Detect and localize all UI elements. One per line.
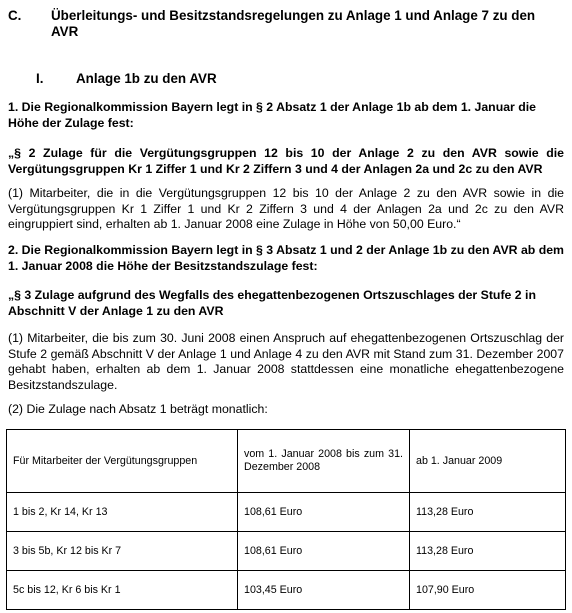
table-row: [7, 571, 566, 610]
paragraph-5: „§ 3 Zulage aufgrund des Wegfalls des ehegattenbezogenen Ortszuschlages der Stufe 2 in Abschnitt V der Anlage 1 zu den AVR: [8, 288, 536, 318]
table-header-cell: ab 1. Januar 2009: [410, 430, 566, 493]
table-cell: 113,28 Euro: [410, 493, 566, 532]
allowance-table: [6, 429, 566, 610]
table-header-row: [7, 430, 566, 493]
section-title: Überleitungs- und Besitzstandsregelungen zu Anlage 1 und Anlage 7 zu den AVR: [51, 8, 536, 39]
table-cell: 5c bis 12, Kr 6 bis Kr 1: [7, 571, 238, 610]
table-cell: 107,90 Euro: [410, 571, 566, 610]
paragraph-7: (2) Die Zulage nach Absatz 1 beträgt monatlich:: [8, 402, 268, 416]
table-cell: 3 bis 5b, Kr 12 bis Kr 7: [7, 532, 238, 571]
table-header-cell: Für Mitarbeiter der Vergütungsgruppen: [7, 430, 238, 493]
paragraph-6: (1) Mitarbeiter, die bis zum 30. Juni 2008 einen Anspruch auf ehegattenbezogenen Ortszuschlag der Stufe 2 gemäß Abschnitt V der Anlage 1 und Anlage 4 zu den AVR mit Stand zum 31. Dezember 2007 gehabt haben, erhalten ab dem 1. Januar 2008 stattdessen eine monatliche ehegattenbezogene Besitzstandszulage.: [8, 331, 564, 392]
subsection-title: Anlage 1b zu den AVR: [76, 71, 217, 86]
section-letter: C.: [8, 8, 22, 23]
paragraph-4: 2. Die Regionalkommission Bayern legt in § 3 Absatz 1 und 2 der Anlage 1b zu den AVR ab dem 1. Januar 2008 die Höhe der Besitzstandszulage fest:: [8, 243, 564, 273]
table-header-cell: vom 1. Januar 2008 bis zum 31. Dezember 2008: [238, 430, 410, 493]
table-row: [7, 532, 566, 571]
table-cell: 108,61 Euro: [238, 532, 410, 571]
table-row: [7, 493, 566, 532]
subsection-number: I.: [36, 71, 44, 86]
table-cell: 108,61 Euro: [238, 493, 410, 532]
paragraph-3: (1) Mitarbeiter, die in die Vergütungsgruppen 12 bis 10 der Anlage 2 zu den AVR sowie in die Vergütungsgruppen Kr 1 Ziffer 1 und Kr 2 Ziffern 3 und 4 der Anlagen 2a und 2c zu den AVR eingruppiert sind, erhalten ab 1. Januar 2008 eine Zulage in Höhe von 50,00 Euro.“: [8, 186, 564, 231]
paragraph-1: 1. Die Regionalkommission Bayern legt in § 2 Absatz 1 der Anlage 1b ab dem 1. Januar die Höhe der Zulage fest:: [8, 100, 537, 130]
paragraph-2: „§ 2 Zulage für die Vergütungsgruppen 12 bis 10 der Anlage 2 zu den AVR sowie die Vergütungsgruppen Kr 1 Ziffer 1 und Kr 2 Ziffern 3 und 4 der Anlagen 2a und 2c zu den AVR: [8, 146, 564, 176]
table-cell: 113,28 Euro: [410, 532, 566, 571]
table-cell: 103,45 Euro: [238, 571, 410, 610]
table-cell: 1 bis 2, Kr 14, Kr 13: [7, 493, 238, 532]
